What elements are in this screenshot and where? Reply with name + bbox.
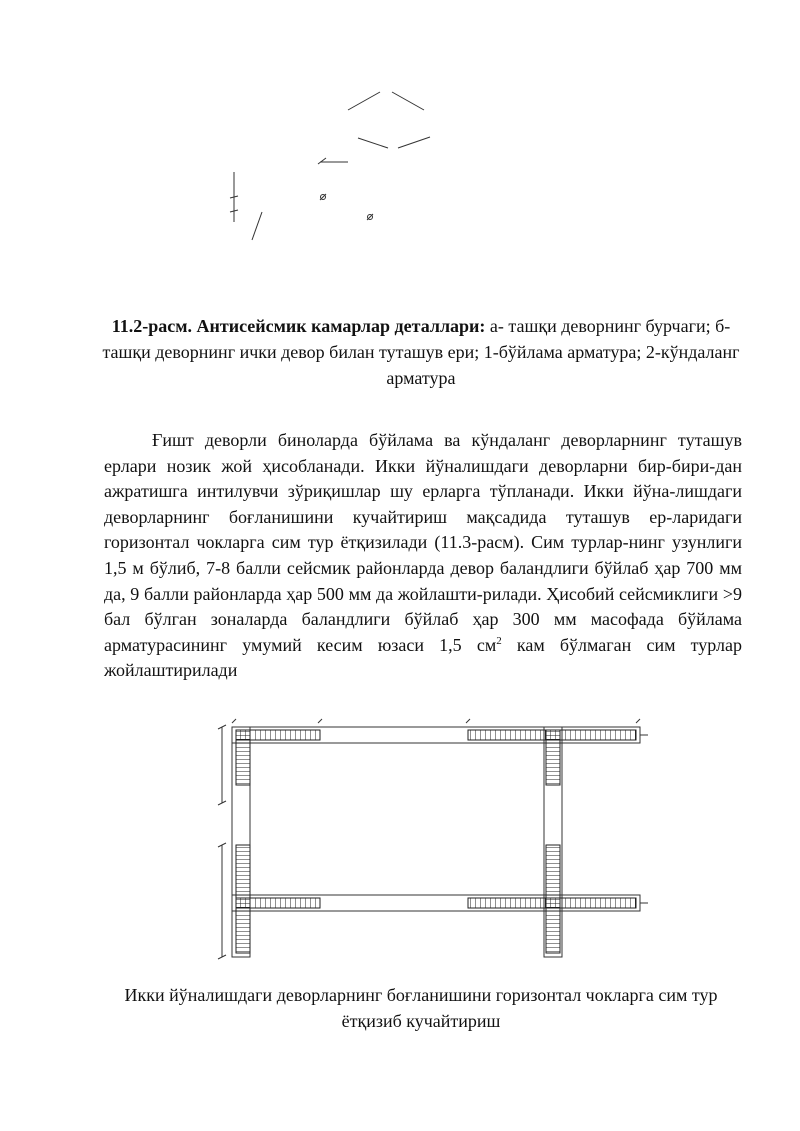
figure-line xyxy=(318,158,326,164)
dimension-tick xyxy=(318,719,322,723)
figure-caption xyxy=(100,313,742,391)
wire-mesh xyxy=(546,845,560,953)
wire-mesh-group xyxy=(236,730,636,953)
paragraph xyxy=(104,428,742,684)
wall-junction-mesh-figure xyxy=(210,715,660,970)
dimension-tick xyxy=(232,719,236,723)
dimension-tick xyxy=(636,719,640,723)
wire-mesh xyxy=(236,730,250,785)
paragraph-text: Ғишт деворли биноларда бўйлама ва кўндаланг деворларнинг туташув ерлари нозик жой ҳисобланади. Икки йўналишдаги деворларни бир-бири-дан ажратишга интилувчи зўриқишлар шу ерларга тўпланади. Икки йўна-лишдаги деворларнинг боғланишини кучайтириш мақсадида туташув ер-ларидаги горизонтал чокларга сим тур ётқизилади (11.3-расм). Сим турлар-нинг узунлиги 1,5 м бўлиб, 7-8 балли сейсмик районларда девор баландлиги бўйлаб ҳар 700 мм да, 9 балли районларда ҳар 500 мм да жойлашти-рилади. Ҳисобий сейсмиклиги >9 бал бўлган зоналарда баландлиги бўйлаб ҳар 300 мм масофада бўйлама арматурасининг умумий кесим юзаси 1,5 см xyxy=(104,430,742,655)
figure-caption-bottom: Икки йўналишдаги деворларнинг боғланишини горизонтал чокларга сим тур ётқизиб кучайтириш xyxy=(124,985,718,1031)
figure-line xyxy=(392,92,424,110)
figure-line xyxy=(358,138,388,148)
anti-seismic-belt-detail-figure xyxy=(200,80,460,250)
figure-line xyxy=(348,92,380,110)
dimension-tick xyxy=(466,719,470,723)
figure-line xyxy=(252,212,262,240)
wire-mesh xyxy=(236,845,250,953)
wire-mesh xyxy=(546,730,560,785)
superscript: 2 xyxy=(496,634,502,647)
caption-label: 11.2-расм. Антисейсмик камарлар деталлари: xyxy=(111,316,486,336)
figure-line xyxy=(398,137,430,148)
wall-outline-group xyxy=(218,719,648,959)
body-text xyxy=(104,428,742,684)
paragraph-text-end: кам бўлмаган сим турлар жойлаштирилади xyxy=(104,634,742,681)
caption-text: а- ташқи деворнинг бурчаги; б- ташқи деворнинг ички девор билан туташув ери; 1-бўйлама арматура; 2-кўндаланг арматура xyxy=(102,316,740,388)
